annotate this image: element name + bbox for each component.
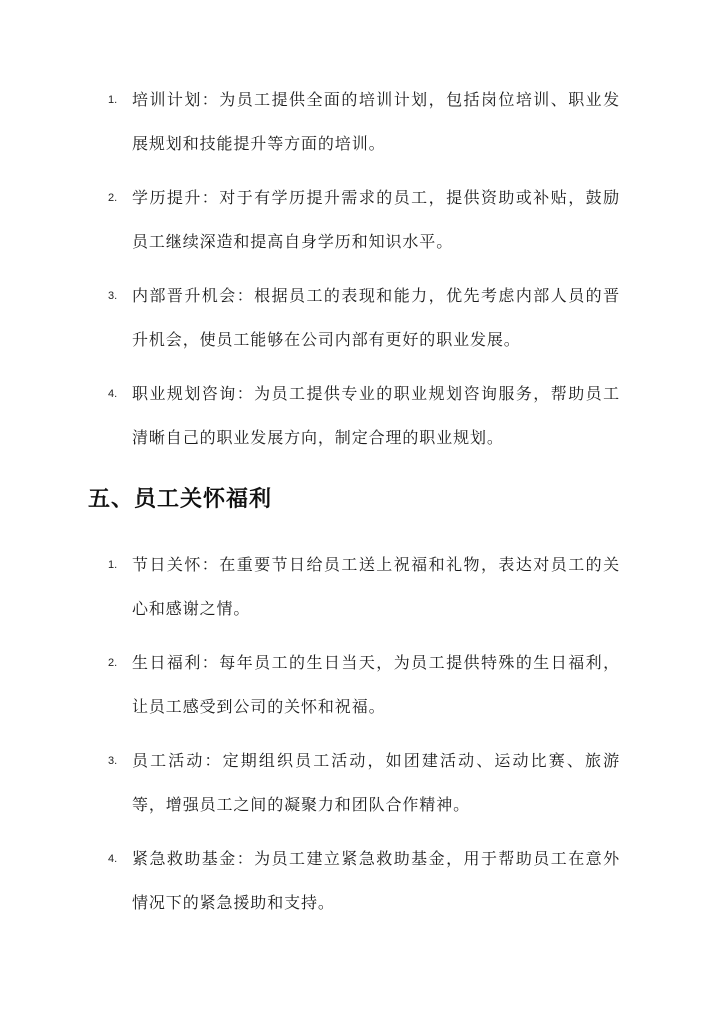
list-item [0, 78, 720, 166]
list-item-number: 4. [108, 853, 118, 865]
list-item [0, 372, 720, 460]
list-item-text: 内部晋升机会：根据员工的表现和能力，优先考虑内部人员的晋升机会，使员工能够在公司内部有更好的职业发展。 [132, 286, 620, 349]
career-development-list [0, 78, 720, 460]
list-item [0, 274, 720, 362]
list-item-number: 2. [108, 192, 118, 204]
list-item [0, 641, 720, 729]
list-item-text: 培训计划：为员工提供全面的培训计划，包括岗位培训、职业发展规划和技能提升等方面的培训。 [132, 90, 620, 153]
list-item-text: 生日福利：每年员工的生日当天，为员工提供特殊的生日福利，让员工感受到公司的关怀和祝福。 [132, 653, 620, 716]
list-item-number: 1. [108, 559, 118, 571]
list-item-text: 学历提升：对于有学历提升需求的员工，提供资助或补贴，鼓励员工继续深造和提高自身学历和知识水平。 [132, 188, 620, 251]
list-item-number: 4. [108, 388, 118, 400]
employee-care-list [0, 543, 720, 925]
list-item-number: 3. [108, 755, 118, 767]
list-item-text: 节日关怀：在重要节日给员工送上祝福和礼物，表达对员工的关心和感谢之情。 [132, 555, 620, 618]
list-item [0, 176, 720, 264]
list-item [0, 837, 720, 925]
list-item-text: 员工活动：定期组织员工活动，如团建活动、运动比赛、旅游等，增强员工之间的凝聚力和团队合作精神。 [132, 751, 620, 814]
list-item [0, 739, 720, 827]
list-item [0, 543, 720, 631]
list-item-number: 2. [108, 657, 118, 669]
list-item-number: 3. [108, 290, 118, 302]
list-item-text: 职业规划咨询：为员工提供专业的职业规划咨询服务，帮助员工清晰自己的职业发展方向，制定合理的职业规划。 [132, 384, 620, 447]
list-item-number: 1. [108, 94, 118, 106]
section-heading: 五、员工关怀福利 [88, 487, 273, 512]
list-item-text: 紧急救助基金：为员工建立紧急救助基金，用于帮助员工在意外情况下的紧急援助和支持。 [132, 849, 620, 912]
